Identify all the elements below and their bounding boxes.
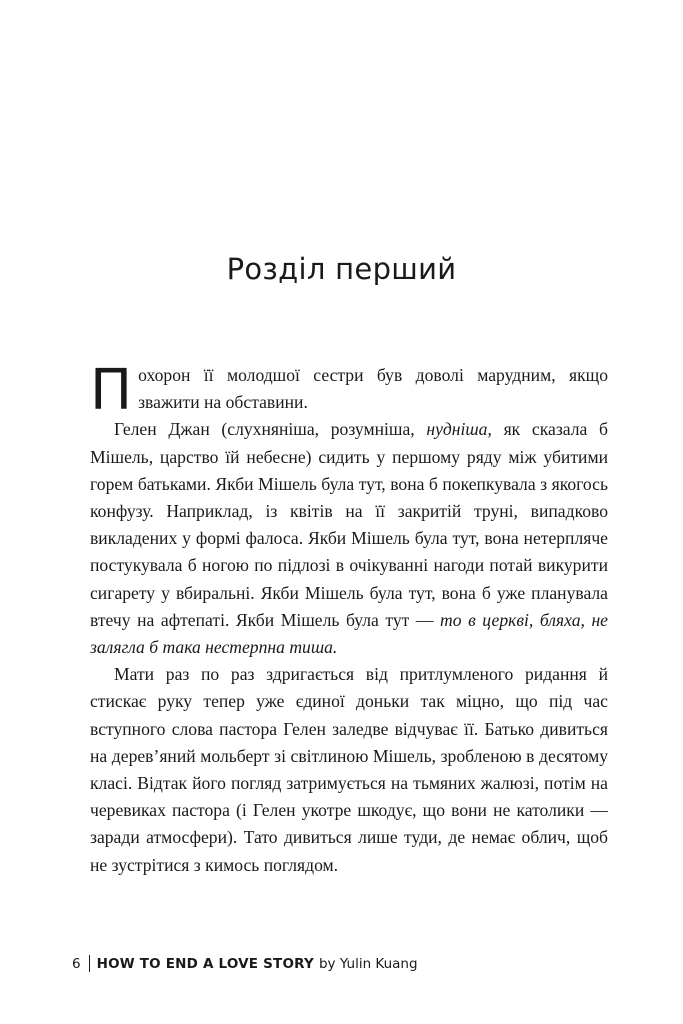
- paragraph-3-text: Мати раз по раз здригається від притлумленого ридання й стискає руку тепер уже єдиної доньки так міцно, що під час вступного слова пастора Гелен заледве відчуває її. Батько дивиться на дерев’яний мольберт зі світлиною Мішель, зробленою в десятому класі. Відтак його погляд затримується на тьмяних жалюзі, потім на черевиках пастора (і Гелен укотре шкодує, що вони не католики — заради атмосфери). Тато дивиться лише туди, де немає облич, щоб не зустрітися з кимось поглядом.: [90, 664, 608, 875]
- drop-cap: П: [90, 358, 133, 423]
- running-byline: by Yulin Kuang: [318, 955, 418, 972]
- paragraph-1: [90, 358, 608, 423]
- paragraph-2-text-a: Гелен Джан (слухняніша, розумніша,: [114, 419, 427, 440]
- running-book-title: HOW TO END A LOVE STORY: [96, 955, 314, 972]
- chapter-body: [90, 358, 608, 879]
- page-footer: [72, 955, 418, 972]
- page-number: 6: [72, 955, 81, 972]
- chapter-title: Розділ перший: [226, 252, 457, 286]
- paragraph-3: [90, 661, 608, 879]
- footer-divider: [89, 955, 90, 972]
- paragraph-2-text-b: як сказала б Мішель, царство їй небесне) сидить у першому ряду між убитими горем батьками. Якби Мішель була тут, вона б покепкувала з якогось конфузу. Наприклад, із квітів на її закритій труні, випадково викладених у формі фалоса. Якби Мішель була тут, вона нетерпляче постукувала б ногою по підлозі в очікуванні нагоди потай викурити сигарету у вбиральні. Якби Мішель була тут, вона б уже планувала втечу на афтепаті. Якби Мішель була тут —: [90, 419, 608, 630]
- paragraph-2: [90, 416, 608, 661]
- paragraph-2-italic-a: нудніша,: [426, 419, 492, 440]
- paragraph-1-text: охорон її молодшої сестри був доволі марудним, якщо зважити на обставини.: [138, 365, 608, 413]
- paragraph-2-italic-b: то в церкві, бляха, не залягла б така нестерпна тиша.: [90, 609, 608, 658]
